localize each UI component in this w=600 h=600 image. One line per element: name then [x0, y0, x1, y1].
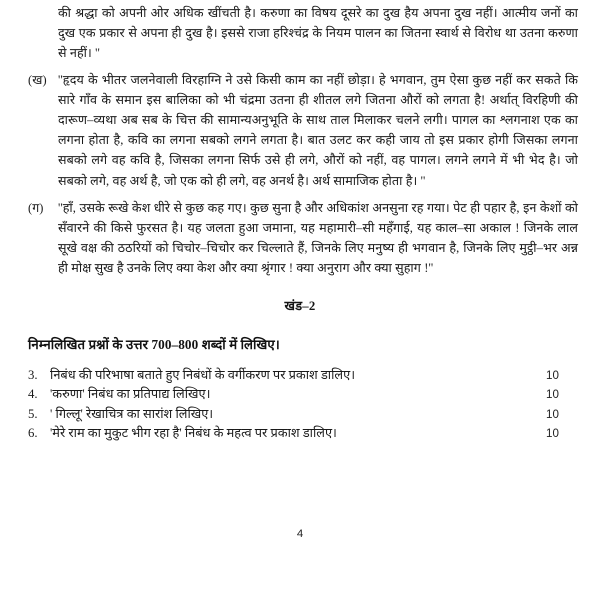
- passage-continuation-text: की श्रद्धा को अपनी ओर अधिक खींचती है। करुणा का विषय दूसरे का दुख हैय अपना दुख नहीं। आत्मीय जनों का दुख एक प्रकार से अपना ही दुख है। इससे राजा हरिश्चंद्र के नियम पालन का जितना स्वार्थ से विरोध था उतना करुणा से नहीं। '': [58, 6, 578, 61]
- question-text: ' गिल्लू' रेखाचित्र का सारांश लिखिए।: [50, 406, 214, 421]
- passage-continuation: [0, 0, 600, 64]
- section-heading: खंड–2: [284, 298, 316, 313]
- passage-ga-marker: (ग): [28, 200, 44, 215]
- page-number: 4: [296, 528, 304, 540]
- question-marks: 10: [546, 368, 559, 382]
- passage-ga-text: ''हाँ, उसके रूखे केश धीरे से कुछ कह गए। कुछ सुना है और अधिकांश अनसुना रह गया। पेट ही पहार है, इन केशों को सँवारने की किसे फुरसत है। यह जलता हुआ जमाना, यह महामारी–सी महँगाई, यह काल–सा अकाल ! जिनके लाल सूखे वक्ष की ठठरियों को चिचोर–चिचोर कर चिल्लाते हैं, जिनके लिए मनुष्य ही भगवान है, जिनके लिए मुट्ठी–भर अन्न ही मोक्ष सुख है उनके लिए क्या केश और क्या श्रृंगार ! क्या अनुराग और क्या सुहाग !'': [58, 200, 578, 276]
- question-row: [28, 424, 580, 444]
- question-text: 'करुणा' निबंध का प्रतिपाद्य लिखिए।: [50, 387, 211, 402]
- question-row: [28, 366, 580, 386]
- question-number: 3.: [28, 367, 38, 382]
- passage-ga: [0, 191, 600, 279]
- question-marks: 10: [546, 407, 559, 421]
- question-number: 6.: [28, 426, 38, 441]
- question-number: 4.: [28, 387, 38, 402]
- question-number: 5.: [28, 406, 38, 421]
- passage-kha-text: ''हृदय के भीतर जलनेवाली विरहाग्नि ने उसे किसी काम का नहीं छोड़ा। हे भगवान, तुम ऐसा कुछ नहीं कर सकते कि सारे गाँव के समान इस बालिका को भी चंद्रमा उतना ही शीतल लगे जितना औरों को लगता है! अर्थात् विरहिणी की दारूण–व्यथा अब सब के चित्त की सामान्यअनुभूति के साथ ताल मिलाकर चलने लगी। पागल का श्लगनाश एक का लगना होता है, कवि का लगना सबको लगने लगता है। बात उलट कर कही जाय तो इस प्रकार होगी जिसका लगना सबको लगे वह कवि है, जिसका लगना सिर्फ उसे ही लगे, औरों को नहीं, वह पागल। लगने लगने में भी भेद है। जो सबको लगे, वह अर्थ है, जो एक को ही लगे, वह अनर्थ है। अर्थ सामाजिक होता है। '': [58, 72, 578, 188]
- question-marks: 10: [546, 388, 559, 402]
- passage-kha: [0, 64, 600, 191]
- passage-kha-marker: (ख): [28, 72, 47, 87]
- section-instruction: निम्नलिखित प्रश्नों के उत्तर 700–800 शब्दों में लिखिए।: [28, 336, 280, 352]
- question-marks: 10: [546, 427, 559, 441]
- question-text: निबंध की परिभाषा बताते हुए निबंधों के वर्गीकरण पर प्रकाश डालिए।: [50, 367, 356, 382]
- question-list: [0, 353, 600, 444]
- question-row: [28, 385, 580, 405]
- question-text: 'मेरे राम का मुकुट भीग रहा है' निबंध के महत्व पर प्रकाश डालिए।: [50, 426, 337, 441]
- question-row: [28, 405, 580, 425]
